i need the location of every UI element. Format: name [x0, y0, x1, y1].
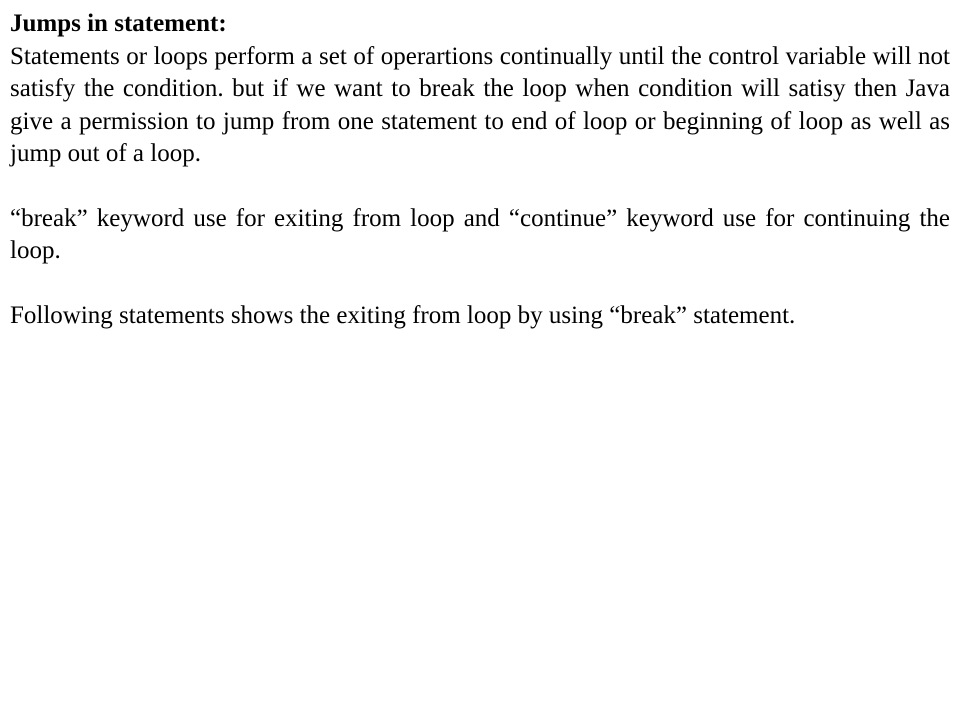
- paragraph-jumps-description: Statements or loops perform a set of operartions continually until the control variable will not satisfy the condition. but if we want to break the loop when condition will satisy then Java give a permission to jump from one statement to end of loop or beginning of loop as well as jump out of a loop.: [10, 42, 950, 167]
- section-heading: Jumps in statement:: [10, 10, 227, 37]
- slide-content: [10, 8, 950, 332]
- paragraph-break-example-intro: Following statements shows the exiting from loop by using “break” statement.: [10, 301, 796, 329]
- paragraph-break-continue: “break” keyword use for exiting from loop and “continue” keyword use for continuing the loop.: [10, 204, 950, 264]
